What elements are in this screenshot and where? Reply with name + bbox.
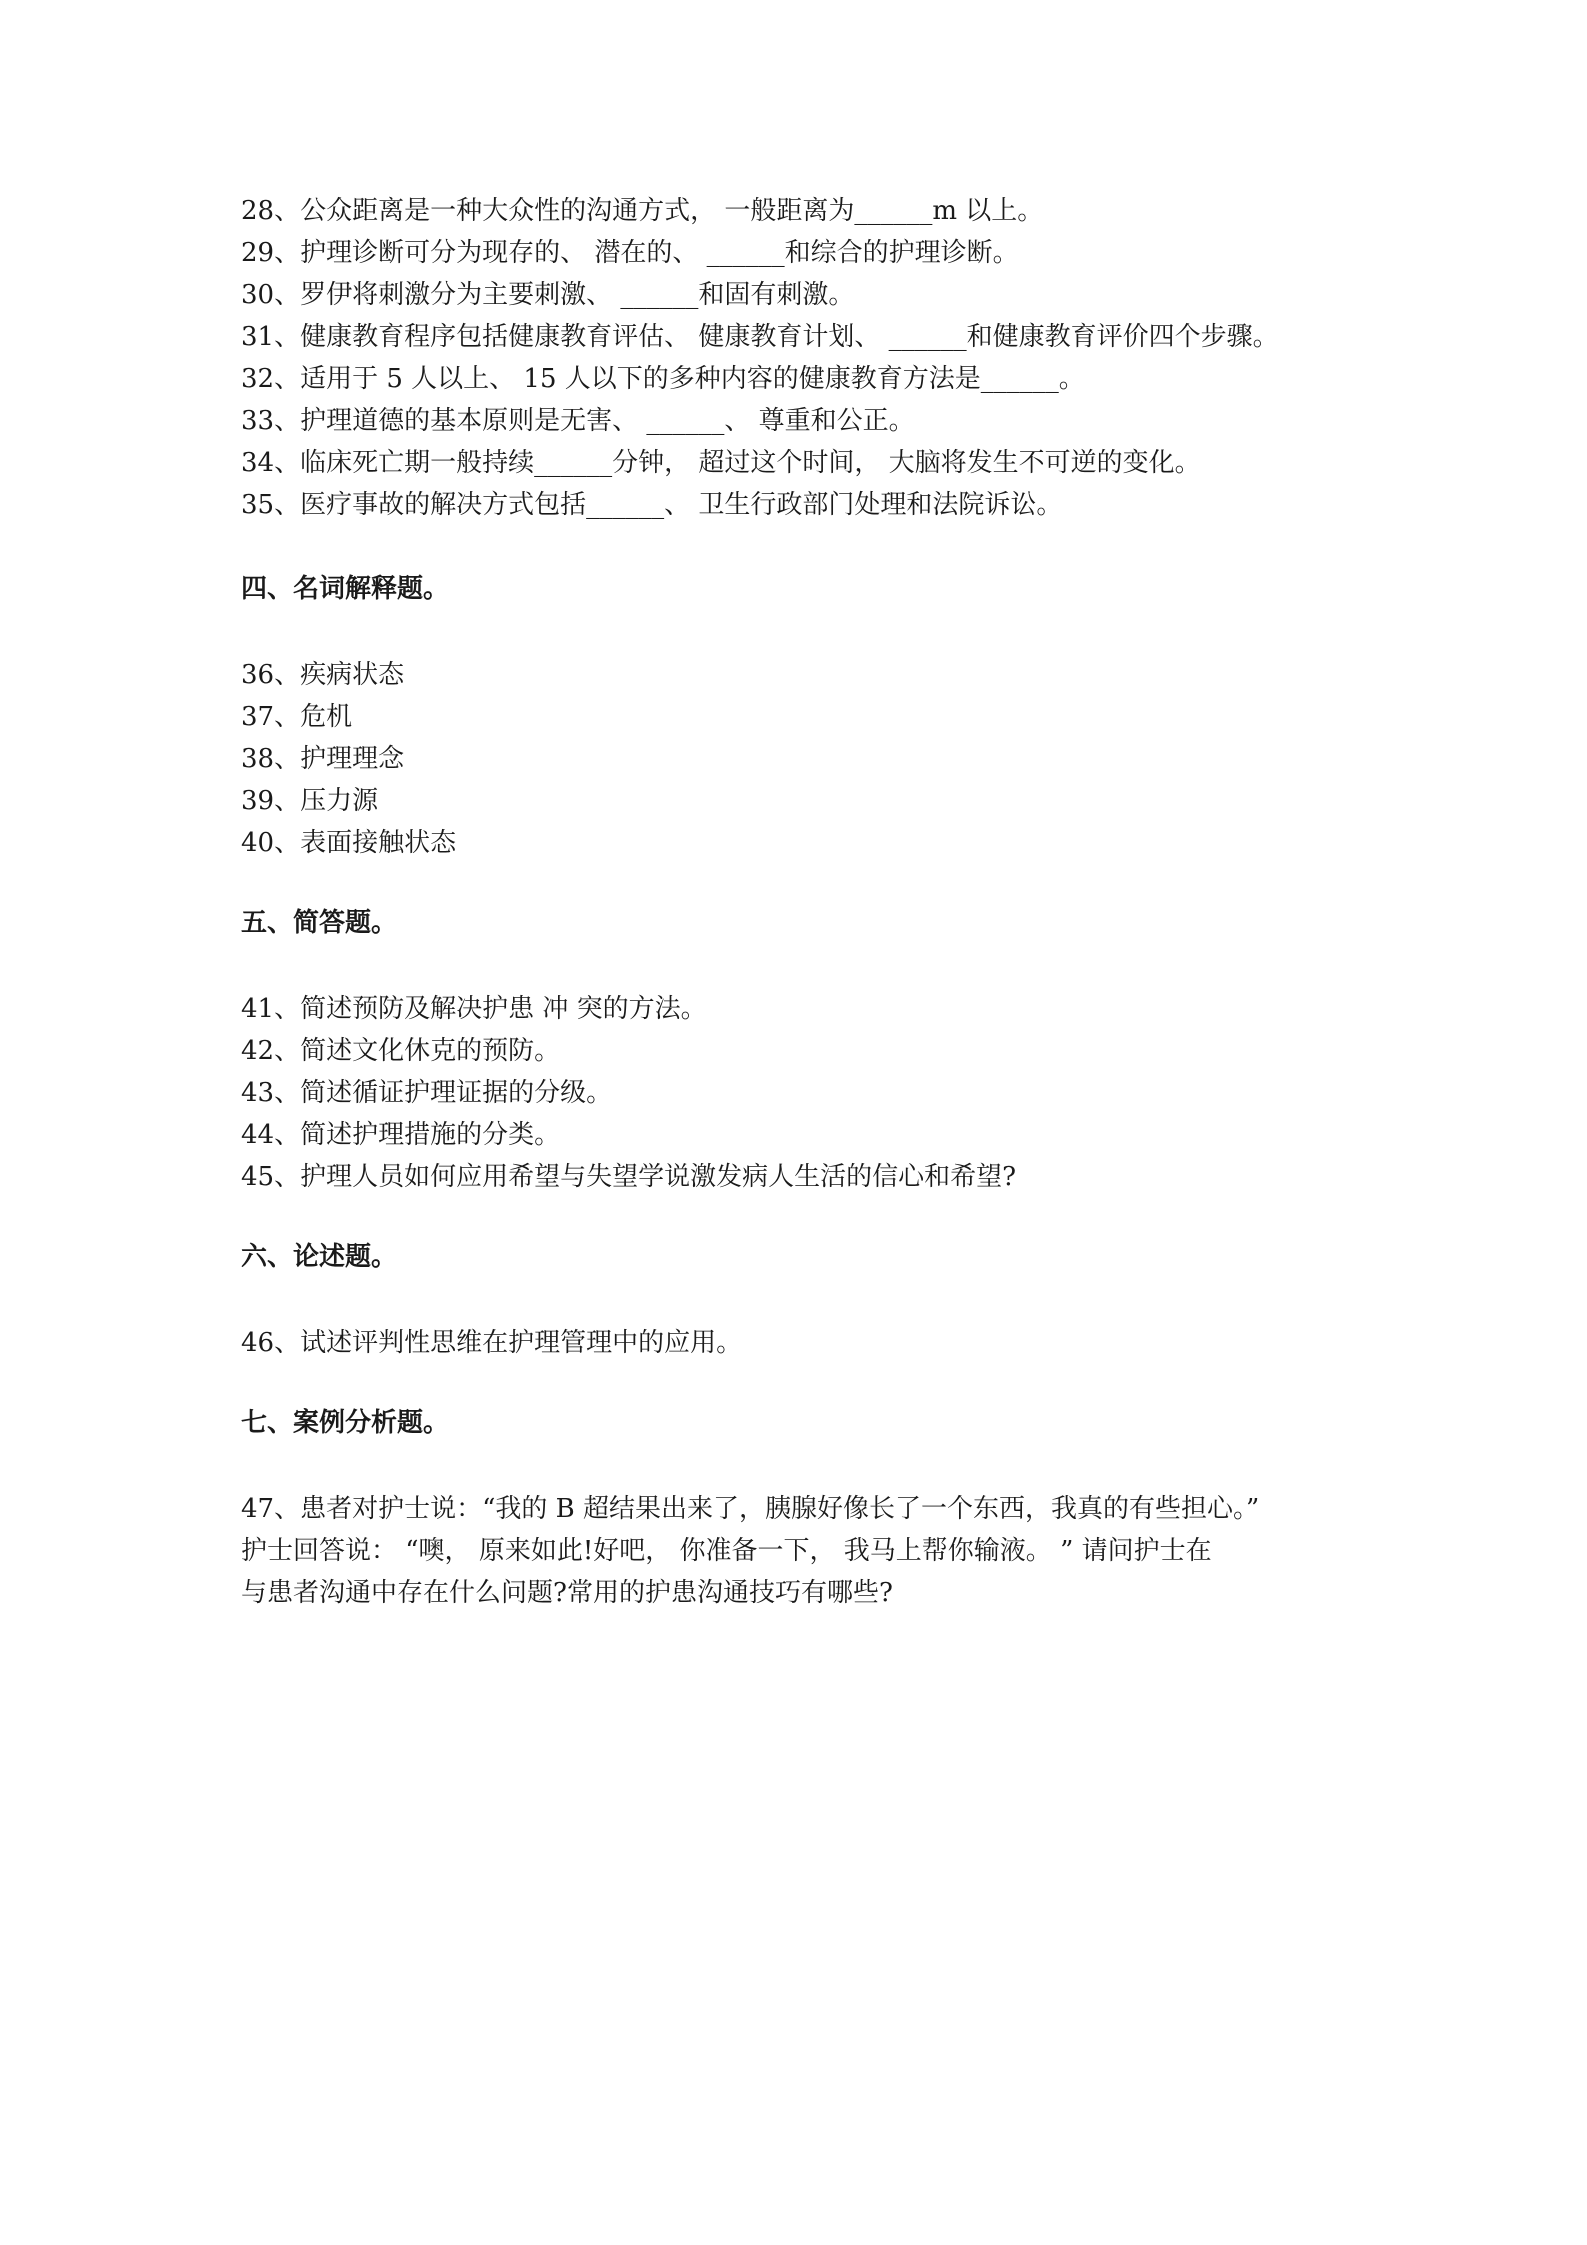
section-4-heading: 四、名词解释题。: [241, 574, 450, 604]
section-4-list: [241, 654, 1361, 864]
question-31: 31、健康教育程序包括健康教育评估、 健康教育计划、 ______和健康教育评价四个步骤。: [241, 322, 1279, 352]
question-30: 30、罗伊将刺激分为主要刺激、 ______和固有刺激。: [241, 280, 855, 310]
question-46: 46、试述评判性思维在护理管理中的应用。: [241, 1328, 743, 1358]
question-47-line-3: 与患者沟通中存在什么问题?常用的护患沟通技巧有哪些?: [241, 1578, 893, 1608]
question-35: 35、医疗事故的解决方式包括______、 卫生行政部门处理和法院诉讼。: [241, 490, 1063, 520]
question-34: 34、临床死亡期一般持续______分钟， 超过这个时间， 大脑将发生不可逆的变化。: [241, 448, 1201, 478]
question-40: 40、表面接触状态: [241, 828, 457, 858]
section-6-list: [241, 1322, 1361, 1364]
question-41: 41、简述预防及解决护患 冲 突的方法。: [241, 994, 707, 1024]
question-36: 36、疾病状态: [241, 660, 405, 690]
document-content: [241, 190, 1361, 1614]
question-42: 42、简述文化休克的预防。: [241, 1036, 561, 1066]
case-analysis-question-47: [241, 1488, 1361, 1614]
question-29: 29、护理诊断可分为现存的、 潜在的、 ______和综合的护理诊断。: [241, 238, 1019, 268]
question-47-line-1: 47、患者对护士说：“我的 B 超结果出来了，胰腺好像长了一个东西，我真的有些担心。”: [241, 1494, 1260, 1524]
question-44: 44、简述护理措施的分类。: [241, 1120, 561, 1150]
question-47-line-2: 护士回答说： “噢， 原来如此!好吧， 你准备一下， 我马上帮你输液。 ” 请问护士在: [241, 1536, 1212, 1566]
fill-in-blank-list: [241, 190, 1361, 526]
question-33: 33、护理道德的基本原则是无害、 ______、 尊重和公正。: [241, 406, 915, 436]
question-32: 32、适用于 5 人以上、 15 人以下的多种内容的健康教育方法是______。: [241, 364, 1085, 394]
question-39: 39、压力源: [241, 786, 379, 816]
section-5-list: [241, 988, 1361, 1198]
question-37: 37、危机: [241, 702, 353, 732]
question-43: 43、简述循证护理证据的分级。: [241, 1078, 613, 1108]
question-38: 38、护理理念: [241, 744, 405, 774]
question-45: 45、护理人员如何应用希望与失望学说激发病人生活的信心和希望?: [241, 1162, 1017, 1192]
section-7-heading: 七、案例分析题。: [241, 1408, 450, 1438]
section-6-heading: 六、论述题。: [241, 1242, 398, 1272]
section-5-heading: 五、简答题。: [241, 908, 398, 938]
question-28: 28、公众距离是一种大众性的沟通方式， 一般距离为______m 以上。: [241, 196, 1044, 226]
